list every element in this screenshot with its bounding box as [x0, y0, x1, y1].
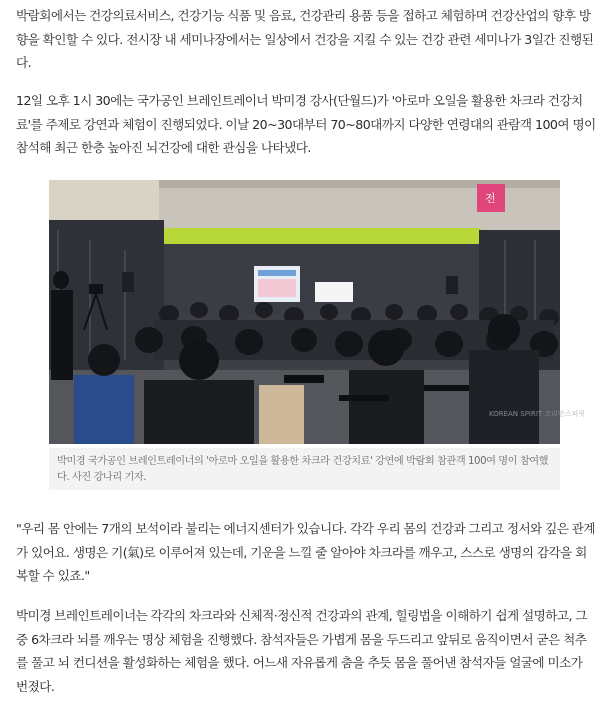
green-wall-band — [161, 228, 481, 244]
seminar-photo — [49, 180, 585, 444]
paragraph-quote: "우리 몸 안에는 7개의 보석이라 불리는 에너지센터가 있습니다. 각각 우리 몸의 건강과 그리고 정서와 깊은 관계가 있어요. 생명은 기(氣)로 이루어져 있는데, 기운을 느낄 줄 알아야 차크라를 깨우고, 스스로 생명의 감각을 회복할 수 있죠." — [16, 521, 596, 583]
photo-caption: 박미경 국가공인 브레인트레이너의 '아로마 오일을 활용한 차크라 건강치료' 강연에 박람회 참관객 100여 명이 참여했다. 사진 강나리 기자. — [49, 448, 560, 490]
photo-watermark: KOREAN SPIRIT 코리안스피릿 — [489, 410, 585, 418]
seminar-photo-illustration — [49, 180, 585, 444]
paragraph-expo-intro: 박람회에서는 건강의료서비스, 건강기능 식품 및 음료, 건강관리 용품 등을 접하고 체험하며 건강산업의 향후 방향을 확인할 수 있다. 전시장 내 세미나장에서는 일상에서 건강을 지킬 수 있는 건강 관련 세미나가 3일간 진행된다. — [16, 8, 594, 70]
paragraph-meditation: 박미경 브레인트레이너는 각각의 차크라와 신체적·정신적 건강과의 관계, 힐링법을 이해하기 쉽게 설명하고, 그중 6차크라 뇌를 깨우는 명상 체험을 진행했다. 참석자들은 가볍게 몸을 두드리고 앞뒤로 움직이면서 굳은 척추를 풀고 뇌 컨디션을 활성화하는 체험을 했다. 어느새 자유롭게 춤을 추듯 몸을 풀어낸 참석자들 얼굴에 미소가 번졌다. — [16, 608, 588, 694]
paragraph-lecture-info: 12일 오후 1시 30에는 국가공인 브레인트레이너 박미경 강사(단월드)가 '아로마 오일을 활용한 차크라 건강치료'를 주제로 강연과 체험이 진행되었다. 이날 20~30대부터 70~80대까지 다양한 연령대의 관람객 100여 명이 참석해 최근 한층 높아진 뇌건강에 대한 관심을 나타냈다. — [16, 93, 596, 155]
banner-char: 전 — [485, 192, 496, 205]
